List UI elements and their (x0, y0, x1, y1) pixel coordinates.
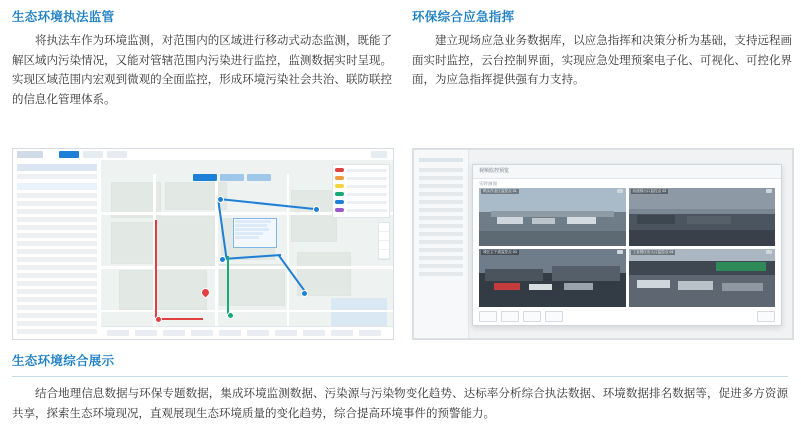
panel-search-box[interactable] (17, 164, 97, 171)
list-item[interactable] (17, 209, 97, 214)
legend-item (335, 175, 387, 181)
list-item[interactable] (17, 281, 97, 286)
ptz-button[interactable] (523, 311, 541, 322)
list-item[interactable] (17, 241, 97, 246)
tree-item[interactable] (419, 208, 463, 212)
tab-playback[interactable] (220, 174, 244, 181)
status-chip (163, 330, 185, 336)
list-item[interactable] (17, 193, 97, 198)
tree-item[interactable] (419, 264, 463, 268)
legend-swatch (335, 208, 344, 212)
zoom-in-icon[interactable] (379, 223, 389, 232)
list-item[interactable] (17, 225, 97, 230)
legend-label (347, 177, 387, 180)
dialog-subtitle: 实时画面 (479, 181, 497, 186)
dialog-title: 视频监控预览 (473, 165, 781, 179)
tree-item[interactable] (419, 200, 463, 204)
layers-icon[interactable] (379, 241, 389, 250)
camera-icon (617, 189, 623, 193)
right-section-title: 环保综合应急指挥 (412, 10, 515, 24)
legend-item (335, 207, 387, 213)
list-item[interactable] (17, 273, 97, 278)
panel-group-header (17, 183, 97, 190)
left-section-title: 生态环境执法监管 (12, 10, 115, 24)
video-wall-window (413, 149, 793, 339)
scene-water (479, 231, 626, 246)
legend-swatch (335, 168, 344, 172)
bottom-section-title: 生态环境综合展示 (12, 354, 115, 368)
track-segment-red (155, 220, 157, 318)
status-chip (135, 330, 157, 336)
scene-vehicle (529, 284, 552, 290)
snapshot-button[interactable] (479, 311, 497, 322)
section-right (412, 8, 792, 91)
track-node[interactable] (301, 290, 308, 297)
scene-vehicle (637, 280, 669, 288)
scene-building (552, 266, 619, 281)
legend-label (347, 193, 387, 196)
map-block (157, 216, 215, 266)
status-chip (275, 330, 297, 336)
legend-swatch (335, 184, 344, 188)
status-chip (219, 330, 241, 336)
legend-item (335, 191, 387, 197)
status-chip (303, 330, 325, 336)
section-bottom (12, 352, 788, 424)
tree-item[interactable] (419, 272, 463, 276)
video-cell[interactable] (479, 188, 626, 246)
title-divider (12, 376, 788, 377)
scene-structure (637, 215, 675, 224)
scene-vehicle (564, 283, 593, 290)
legend-label (347, 169, 387, 172)
intercom-button[interactable] (545, 311, 563, 322)
tree-item[interactable] (419, 256, 463, 260)
scene-signboard (716, 262, 766, 271)
map-road (101, 310, 393, 312)
gis-left-panel (13, 160, 102, 339)
map-info-popup[interactable] (233, 218, 277, 248)
list-item[interactable] (17, 249, 97, 254)
track-node[interactable] (313, 206, 320, 213)
scene-boat (497, 217, 523, 224)
popup-row (235, 224, 267, 227)
list-item[interactable] (17, 297, 97, 302)
list-item[interactable] (17, 305, 97, 310)
track-node[interactable] (219, 256, 226, 263)
track-segment-green (227, 256, 229, 314)
video-control-toolbar[interactable] (479, 310, 775, 322)
scene-water (629, 230, 776, 246)
panel-filter-row[interactable] (17, 174, 97, 179)
status-chip (247, 330, 269, 336)
popup-row (235, 220, 271, 223)
tree-item[interactable] (419, 192, 463, 196)
list-item[interactable] (17, 257, 97, 262)
topbar-user-chip[interactable] (371, 151, 387, 158)
scene-boat (567, 217, 596, 224)
track-node-red[interactable] (155, 316, 162, 323)
camera-icon (617, 250, 623, 254)
right-section-body: 建立现场应急业务数据库，以应急指挥和决策分析为基础，支持远程画面实时监控，云台控制界面，实现应急处理预案电子化、可视化、可控化界面，为应急指挥提供强有力支持。 (412, 35, 792, 86)
tree-item[interactable] (419, 168, 463, 172)
map-legend (332, 164, 390, 218)
topbar-nav-item[interactable] (59, 151, 79, 158)
video-preview-dialog (472, 164, 782, 326)
camera-icon (766, 250, 772, 254)
legend-item (335, 167, 387, 173)
map-block (119, 270, 207, 310)
list-item[interactable] (17, 201, 97, 206)
video-caption: 码头作业区监控点 01 (483, 189, 517, 193)
zoom-out-icon[interactable] (379, 232, 389, 241)
list-item[interactable] (17, 321, 97, 326)
tab-realtime[interactable] (193, 174, 217, 181)
measure-icon[interactable] (379, 250, 389, 259)
map-road (101, 266, 393, 269)
scene-structure (687, 216, 731, 224)
video-caption: 城区主干道监控点 03 (483, 250, 517, 254)
track-node[interactable] (217, 196, 224, 203)
track-segment-red (157, 318, 203, 320)
tree-item[interactable] (419, 232, 463, 236)
video-wall-screenshot (412, 148, 794, 340)
list-item[interactable] (17, 329, 97, 334)
gis-console-screenshot (12, 148, 394, 340)
scene-vehicle (678, 281, 713, 289)
tree-item[interactable] (419, 224, 463, 228)
map-road (287, 174, 289, 338)
list-item[interactable] (17, 217, 97, 222)
status-chip (359, 330, 381, 336)
popup-row (235, 228, 269, 231)
left-section-body: 将执法车作为环境监测，对范围内的区域进行移动式动态监测，既能了解区域内污染情况，又能对管辖范围内污染进行监控，监测数据实时呈现。实现区域范围内宏观到微观的全面监控，形成环境污染社会共治、联防联控的信息化管理体系。 (12, 35, 392, 106)
legend-label (347, 209, 387, 212)
tree-item[interactable] (419, 248, 463, 252)
map-block (291, 190, 337, 242)
video-wall-tree-panel (414, 150, 469, 338)
status-chip (331, 330, 353, 336)
legend-swatch (335, 192, 344, 196)
video-caption: 河道排污口监控点 02 (632, 189, 667, 193)
list-item[interactable] (17, 265, 97, 270)
tree-item[interactable] (419, 184, 463, 188)
legend-item (335, 183, 387, 189)
scene-vehicle (494, 283, 520, 290)
video-cell[interactable] (479, 249, 626, 307)
track-node-green[interactable] (227, 312, 234, 319)
tree-item[interactable] (419, 240, 463, 244)
legend-swatch (335, 176, 344, 180)
section-left (12, 8, 392, 110)
tab-statistics[interactable] (247, 174, 271, 181)
scene-vehicle (722, 283, 763, 291)
bottom-section-body: 结合地理信息数据与环保专题数据，集成环境监测数据、污染源与污染物变化趋势、达标率分析综合执法数据、环境数据排名数据等，促进多方资源共享，探索生态环境现况，直观展现生态环境质量的变化趋势，综合提高环境事件的预警能力。 (12, 388, 788, 420)
topbar-nav-item[interactable] (107, 151, 127, 158)
legend-swatch (335, 200, 344, 204)
legend-label (347, 185, 387, 188)
list-item[interactable] (17, 289, 97, 294)
video-grid (479, 188, 775, 307)
record-button[interactable] (501, 311, 519, 322)
map-block (111, 222, 153, 264)
video-caption: 工业园区出入口监控点 04 (632, 250, 674, 254)
gis-map-canvas[interactable] (101, 160, 393, 339)
status-chip (107, 330, 129, 336)
close-button[interactable] (757, 311, 775, 322)
tree-search[interactable] (419, 158, 463, 162)
list-item[interactable] (17, 233, 97, 238)
video-cell[interactable] (629, 249, 776, 307)
topbar-nav-item[interactable] (83, 151, 103, 158)
scene-boat (532, 218, 555, 224)
map-tab-bar[interactable] (193, 174, 271, 181)
popup-row (235, 232, 263, 235)
topbar-logo (17, 151, 43, 158)
legend-item (335, 199, 387, 205)
popup-row (235, 236, 259, 239)
scene-building (485, 269, 544, 282)
video-cell[interactable] (629, 188, 776, 246)
gis-bottom-bar (101, 326, 393, 339)
status-chip (191, 330, 213, 336)
tree-item[interactable] (419, 216, 463, 220)
scene-bank (629, 209, 776, 214)
list-item[interactable] (17, 313, 97, 318)
legend-label (347, 201, 387, 204)
map-tool-strip[interactable] (378, 222, 390, 260)
map-water-body (331, 298, 387, 328)
camera-icon (766, 189, 772, 193)
tree-item[interactable] (419, 176, 463, 180)
